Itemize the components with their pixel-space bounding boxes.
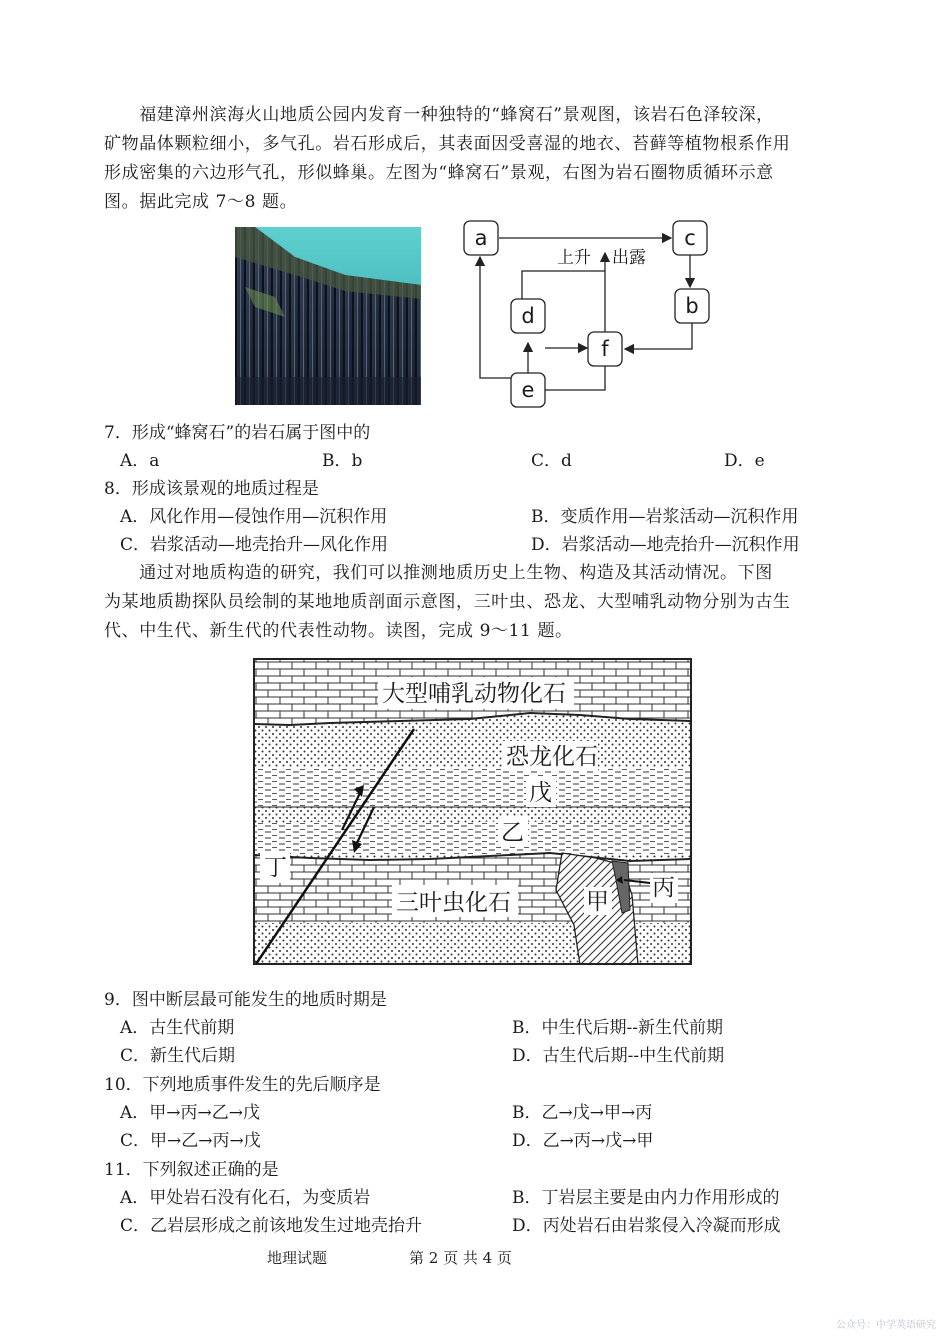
node-d: d (521, 304, 535, 328)
option-b[interactable]: B．变质作用—岩浆活动—沉积作用 (531, 507, 799, 527)
label-wu: 戊 (529, 780, 552, 806)
option-c[interactable]: C．新生代后期 (120, 1046, 236, 1066)
rock-cycle-diagram (455, 215, 725, 415)
node-b: b (685, 294, 699, 318)
option-a[interactable]: A．古生代前期 (120, 1018, 235, 1038)
watermark: 公众号：中学英语研究 (836, 1320, 936, 1331)
label-bing: 丙 (652, 875, 675, 901)
label-jia: 甲 (586, 889, 609, 915)
intro-line: 矿物晶体颗粒细小，多气孔。岩石形成后，其表面因受喜湿的地衣、苔藓等植物根系作用 (104, 134, 791, 154)
option-b[interactable]: B．b (322, 451, 363, 471)
intro-line: 形成密集的六边形气孔，形似蜂巢。左图为“蜂窝石”景观，右图为岩石圈物质循环示意 (104, 163, 774, 183)
option-a[interactable]: A．甲→丙→乙→戊 (120, 1103, 261, 1123)
question-stem: 8．形成该景观的地质过程是 (104, 479, 319, 499)
option-d[interactable]: D．古生代后期--中生代前期 (512, 1046, 725, 1066)
node-f: f (601, 337, 609, 361)
option-c[interactable]: C．甲→乙→丙→戊 (120, 1131, 261, 1151)
node-e: e (521, 378, 535, 402)
label-ding: 丁 (264, 855, 287, 881)
option-b[interactable]: B．丁岩层主要是由内力作用形成的 (512, 1188, 780, 1208)
node-c: c (684, 226, 696, 250)
label-uplift: 上升 (557, 248, 591, 268)
question-stem: 9．图中断层最可能发生的地质时期是 (104, 990, 387, 1010)
label-trilobite-fossil: 三叶虫化石 (396, 890, 511, 916)
geological-profile-diagram (250, 655, 698, 975)
option-d[interactable]: D．丙处岩石由岩浆侵入冷凝而形成 (512, 1216, 781, 1236)
option-d[interactable]: D．岩浆活动—地壳抬升—沉积作用 (531, 535, 800, 555)
honeycomb-rock-photo (235, 227, 421, 405)
option-a[interactable]: A．a (120, 451, 160, 471)
option-c[interactable]: C．岩浆活动—地壳抬升—风化作用 (120, 535, 389, 555)
option-a[interactable]: A．甲处岩石没有化石，为变质岩 (120, 1188, 371, 1208)
footer-page-number: 第 2 页 共 4 页 (409, 1249, 512, 1267)
intro-line: 通过对地质构造的研究，我们可以推测地质历史上生物、构造及其活动情况。下图 (104, 563, 773, 583)
option-c[interactable]: C．d (531, 451, 572, 471)
intro-line: 图。据此完成 7～8 题。 (104, 192, 298, 212)
intro-line: 为某地质勘探队员绘制的某地地质剖面示意图，三叶虫、恐龙、大型哺乳动物分别为古生 (104, 592, 791, 612)
intro-line: 福建漳州滨海火山地质公园内发育一种独特的“蜂窝石”景观图，该岩石色泽较深， (104, 105, 774, 125)
question-stem: 10．下列地质事件发生的先后顺序是 (104, 1075, 381, 1095)
label-yi: 乙 (501, 820, 524, 846)
option-a[interactable]: A．风化作用—侵蚀作用—沉积作用 (120, 507, 388, 527)
option-c[interactable]: C．乙岩层形成之前该地发生过地壳抬升 (120, 1216, 423, 1236)
label-exposure: 出露 (612, 248, 646, 268)
intro-line: 代、中生代、新生代的代表性动物。读图，完成 9～11 题。 (104, 621, 573, 641)
node-a: a (474, 226, 488, 250)
label-dinosaur-fossil: 恐龙化石 (506, 744, 598, 770)
option-b[interactable]: B．乙→戊→甲→丙 (512, 1103, 653, 1123)
option-d[interactable]: D．e (724, 451, 765, 471)
option-b[interactable]: B．中生代后期--新生代前期 (512, 1018, 723, 1038)
footer-subject: 地理试题 (267, 1249, 328, 1267)
question-stem: 7．形成“蜂窝石”的岩石属于图中的 (104, 423, 371, 443)
label-mammal-fossil: 大型哺乳动物化石 (382, 681, 566, 707)
question-stem: 11．下列叙述正确的是 (104, 1160, 279, 1180)
option-d[interactable]: D．乙→丙→戊→甲 (512, 1131, 654, 1151)
